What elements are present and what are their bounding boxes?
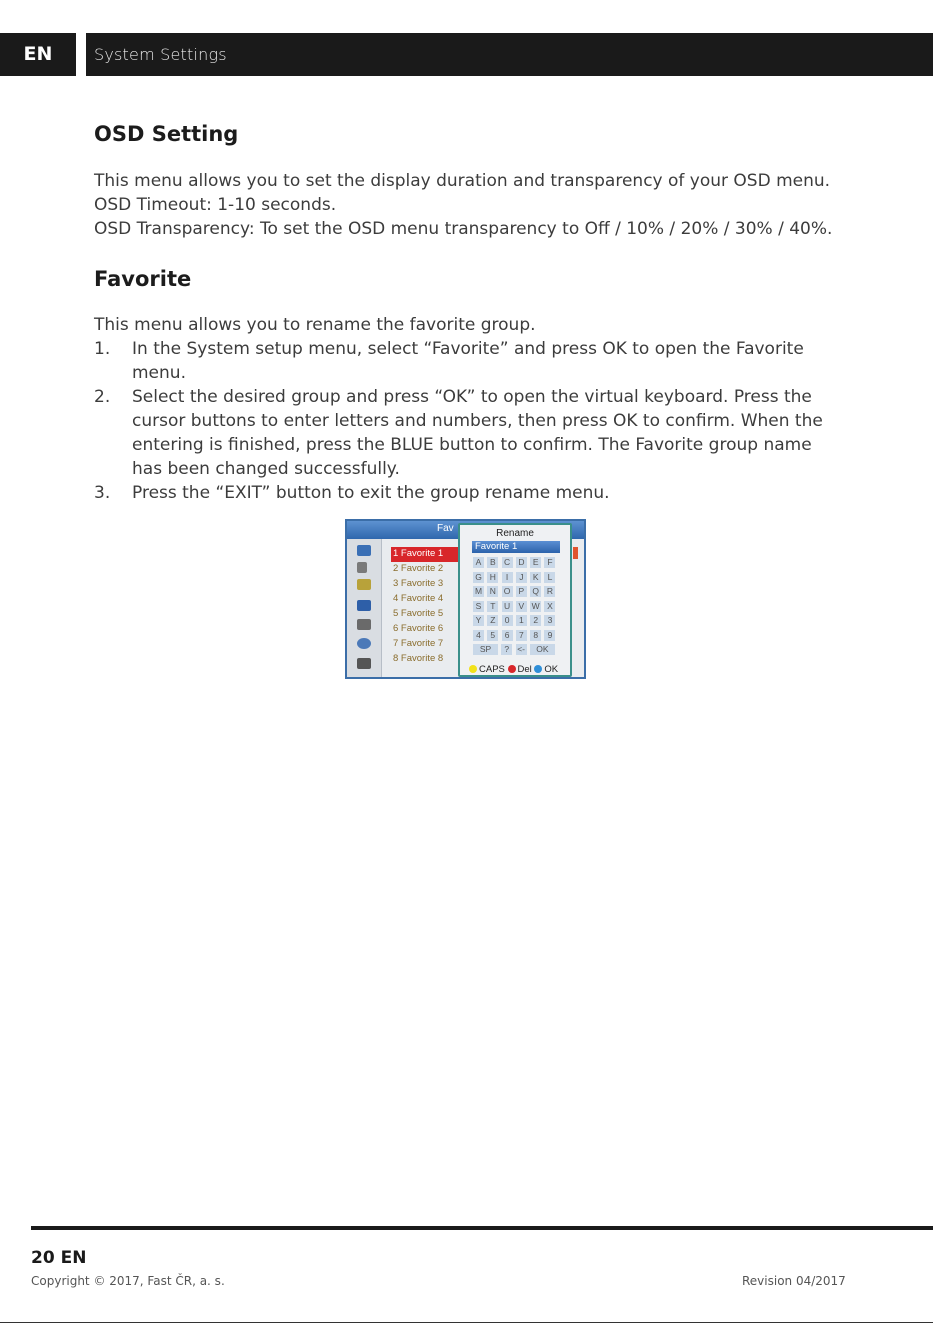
osd-line-3: OSD Transparency: To set the OSD menu transparency to Off / 10% / 20% / 30% / 40%. [94, 219, 833, 239]
bottom-rule [0, 1322, 933, 1323]
menu-title: Fav [437, 523, 454, 534]
osd-line-1: This menu allows you to set the display duration and transparency of your OSD menu. [94, 171, 831, 191]
key[interactable]: M [474, 586, 483, 596]
list-item[interactable]: 1 Favorite 1 [391, 547, 461, 562]
key[interactable]: B [487, 557, 498, 568]
scroll-marker [573, 547, 578, 559]
header-bar [0, 33, 933, 76]
key[interactable]: G [473, 572, 484, 583]
rename-screenshot [345, 519, 586, 679]
favorite-heading: Favorite [94, 267, 192, 291]
menu-sidebar [347, 539, 382, 677]
key[interactable]: J [516, 572, 527, 583]
step-number: 3. [94, 483, 111, 503]
dialog-title: Rename [496, 528, 534, 539]
key[interactable]: P [516, 586, 527, 597]
step-item [94, 337, 834, 385]
tv-icon [357, 545, 371, 556]
ok-label: OK [544, 664, 559, 675]
rename-dialog [458, 523, 572, 677]
key[interactable]: X [544, 601, 555, 612]
footer-rule [31, 1226, 933, 1230]
step-text: Press the “EXIT” button to exit the group rename menu. [132, 483, 610, 503]
key[interactable]: T [487, 601, 498, 612]
list-item[interactable]: 5 Favorite 5 [393, 608, 444, 619]
key[interactable]: D [516, 557, 527, 568]
key[interactable]: F [544, 557, 555, 568]
key[interactable]: C [502, 557, 513, 568]
step-text: Select the desired group and press “OK” to open the virtual keyboard. Press the cursor buttons to enter letters and numbers, then press OK to confirm. When the entering is finished, press the BLUE button to confirm. The Favorite group name has been changed successfully. [132, 387, 823, 479]
copyright: Copyright © 2017, Fast ČR, a. s. [31, 1274, 225, 1288]
key[interactable]: N [487, 586, 498, 597]
step-item [94, 481, 834, 505]
key[interactable]: H [487, 572, 498, 583]
space-key[interactable]: SP [473, 644, 498, 655]
ok-key[interactable]: OK [530, 644, 555, 655]
key[interactable]: O [502, 586, 513, 597]
tools-icon [357, 579, 371, 590]
key[interactable]: 8 [530, 630, 541, 641]
section-title: System Settings [94, 45, 227, 64]
backspace-key[interactable]: <- [517, 644, 525, 654]
name-field[interactable]: Favorite 1 [472, 541, 560, 553]
key[interactable]: W [531, 600, 540, 611]
list-item[interactable]: 8 Favorite 8 [393, 653, 444, 664]
list-item[interactable]: 7 Favorite 7 [393, 638, 444, 649]
key[interactable]: R [544, 586, 555, 597]
yellow-dot-icon [469, 665, 477, 673]
favorite-list [391, 547, 461, 667]
key-legend [469, 664, 558, 675]
key[interactable]: ? [501, 644, 512, 655]
key[interactable]: Q [530, 586, 541, 597]
step-number: 2. [94, 387, 111, 407]
key[interactable]: 9 [544, 630, 555, 641]
settings-icon [357, 619, 371, 630]
favorite-intro: This menu allows you to rename the favorite group. [94, 315, 536, 335]
key[interactable]: 7 [516, 630, 527, 641]
key[interactable]: 6 [502, 630, 513, 641]
key[interactable]: E [530, 557, 541, 568]
key[interactable]: 1 [516, 615, 527, 626]
list-item[interactable]: 6 Favorite 6 [393, 623, 444, 634]
satellite-icon [357, 562, 367, 573]
key[interactable]: 2 [530, 615, 541, 626]
osd-line-2: OSD Timeout: 1-10 seconds. [94, 195, 337, 215]
step-number: 1. [94, 339, 111, 359]
red-dot-icon [508, 665, 516, 673]
page-number: 20 EN [31, 1248, 87, 1268]
key[interactable]: S [473, 601, 484, 612]
key[interactable]: V [516, 601, 527, 612]
step-text: In the System setup menu, select “Favorite” and press OK to open the Favorite menu. [132, 339, 804, 383]
language-tag: EN [0, 33, 76, 76]
step-item [94, 385, 834, 481]
key[interactable]: 3 [544, 615, 555, 626]
key[interactable]: K [530, 572, 541, 583]
revision: Revision 04/2017 [742, 1274, 846, 1288]
list-item[interactable]: 2 Favorite 2 [393, 563, 444, 574]
briefcase-icon [357, 600, 371, 611]
games-icon [357, 658, 371, 669]
key[interactable]: 5 [487, 630, 498, 641]
favorite-steps [94, 337, 834, 505]
key[interactable]: Z [487, 615, 498, 626]
key[interactable]: U [502, 601, 513, 612]
key[interactable]: Y [473, 615, 484, 626]
key[interactable]: A [473, 557, 484, 568]
key[interactable]: I [502, 572, 513, 583]
blue-dot-icon [534, 665, 542, 673]
key[interactable]: 4 [473, 630, 484, 641]
clock-icon [357, 638, 371, 649]
osd-heading: OSD Setting [94, 122, 239, 146]
list-item[interactable]: 4 Favorite 4 [393, 593, 444, 604]
list-item[interactable]: 3 Favorite 3 [393, 578, 444, 589]
key[interactable]: L [544, 572, 555, 583]
key[interactable]: 0 [502, 615, 513, 626]
header-separator [76, 33, 86, 76]
virtual-keyboard [473, 557, 573, 659]
caps-label: CAPS [479, 664, 505, 675]
del-label: Del [517, 664, 532, 675]
